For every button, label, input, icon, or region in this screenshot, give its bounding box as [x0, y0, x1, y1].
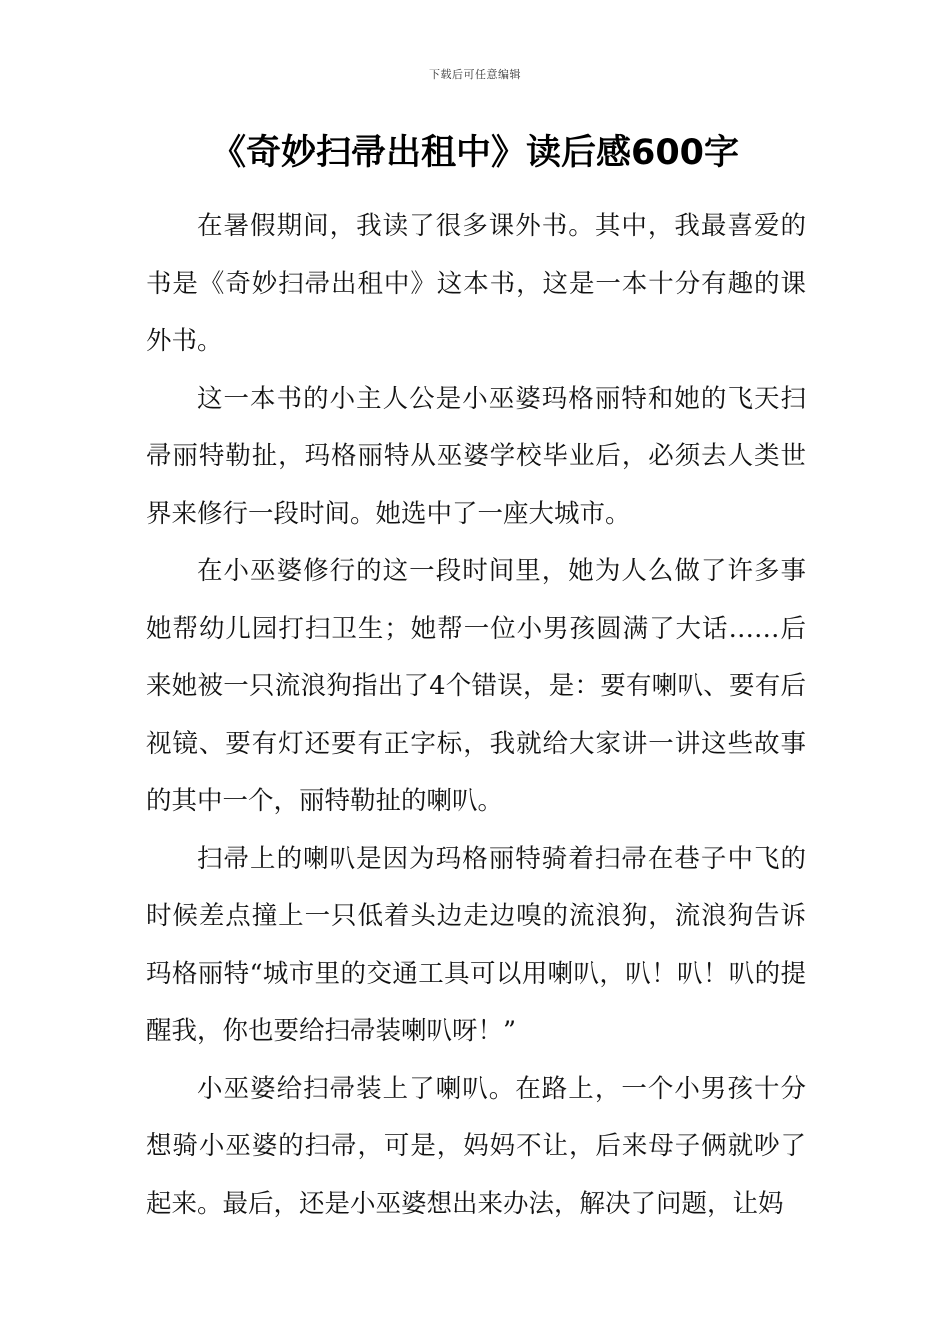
header-note: 下载后可任意编辑 [429, 68, 521, 81]
paragraph: 这一本书的小主人公是小巫婆玛格丽特和她的飞天扫帚丽特勒扯，玛格丽特从巫婆学校毕业后，必须去人类世界来修行一段时间。她选中了一座大城市。 [146, 383, 806, 529]
paragraph: 在暑假期间，我读了很多课外书。其中，我最喜爱的书是《奇妙扫帚出租中》这本书，这是一本十分有趣的课外书。 [146, 211, 806, 356]
paragraph: 小巫婆给扫帚装上了喇叭。在路上，一个小男孩十分想骑小巫婆的扫帚，可是，妈妈不让，后来母子俩就吵了起来。最后，还是小巫婆想出来办法，解决了问题，让妈 [146, 1073, 806, 1219]
document-body [146, 198, 806, 1233]
paragraph: 在小巫婆修行的这一段时间里，她为人么做了许多事她帮幼儿园打扫卫生；她帮一位小男孩圆满了大话……后来她被一只流浪狗指出了4个错误，是：要有喇叭、要有后视镜、要有灯还要有正字标，我就给大家讲一讲这些故事的其中一个，丽特勒扯的喇叭。 [146, 556, 806, 816]
document-title: 《奇妙扫帚出租中》读后感600字 [210, 133, 740, 173]
paragraph: 扫帚上的喇叭是因为玛格丽特骑着扫帚在巷子中飞的时候差点撞上一只低着头边走边嗅的流浪狗，流浪狗告诉玛格丽特“城市里的交通工具可以用喇叭，叭！叭！叭的提醒我，你也要给扫帚装喇叭呀！” [146, 843, 806, 1046]
